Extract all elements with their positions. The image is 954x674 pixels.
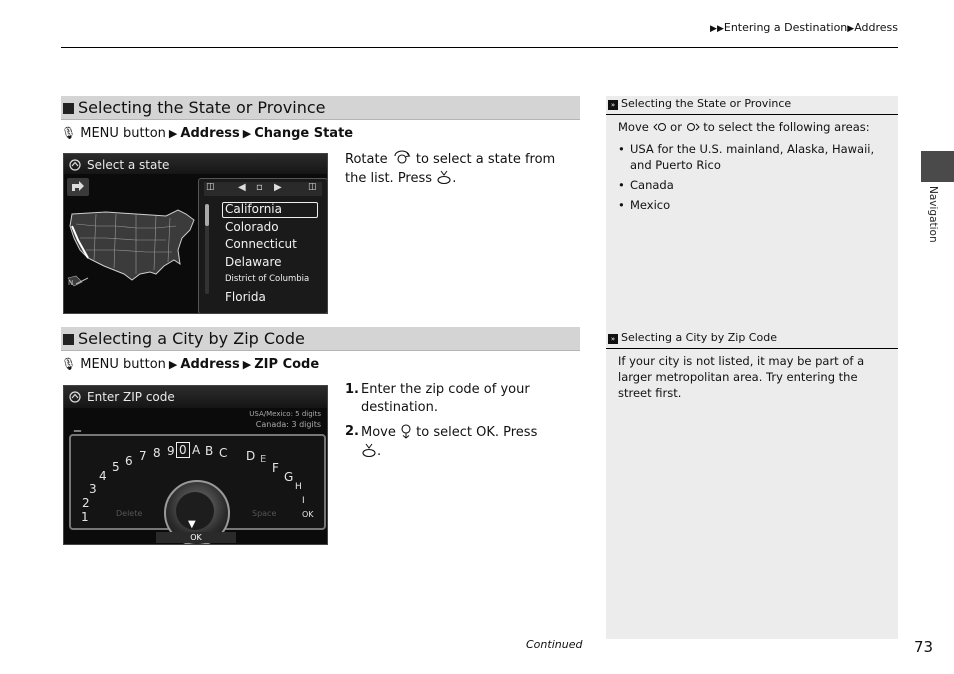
svg-text:N: N <box>68 279 74 287</box>
space-label[interactable]: Space <box>252 509 277 518</box>
select-state-screen <box>63 153 328 314</box>
note-body: If your city is not listed, it may be part of a larger metropolitan area. Try entering the street first. <box>618 354 865 400</box>
interface-dial-move-icon <box>400 423 412 439</box>
ok-button[interactable]: OK <box>156 532 236 543</box>
instruction-text: Rotate to select a state from the list. Press . <box>345 149 575 188</box>
interface-dial-rotate-icon <box>392 149 412 165</box>
region-selector[interactable] <box>204 182 322 196</box>
note-heading: » Selecting the State or Province <box>606 97 898 110</box>
list-item: • USA for the U.S. mainland, Alaska, Hawaii, and Puerto Rico <box>618 141 886 173</box>
delete-label[interactable]: Delete <box>116 509 143 518</box>
dial-char[interactable]: B <box>205 444 214 458</box>
menu-path: 🎙 MENU button ▶ Address ▶ Change State <box>61 126 354 141</box>
region-right-icon: ◫ <box>308 182 317 192</box>
interface-dial-press-icon <box>436 169 452 185</box>
note <box>606 331 898 401</box>
dial-char-selected[interactable]: 0 <box>176 442 190 458</box>
microphone-icon: 🎙 <box>61 126 77 140</box>
list-item[interactable]: District of Columbia <box>225 274 310 284</box>
list-item[interactable]: Delaware <box>225 255 282 269</box>
list-item: • Canada <box>618 177 886 193</box>
list-item[interactable]: California <box>225 202 282 216</box>
list-item[interactable]: Colorado <box>225 220 279 234</box>
back-icon[interactable] <box>67 178 89 196</box>
reference-icon: » <box>608 100 618 110</box>
interface-dial-press-icon <box>361 442 377 458</box>
dial-char[interactable]: C <box>219 446 228 460</box>
home-icon <box>69 159 81 171</box>
note <box>606 97 898 213</box>
dial-char[interactable]: 2 <box>82 496 90 510</box>
dial-move-left-icon <box>653 122 667 132</box>
dial-move-right-icon <box>686 122 700 132</box>
dial-char[interactable]: 5 <box>112 460 120 474</box>
step: 2. Move to select OK. Press . <box>345 424 538 459</box>
section-heading: Selecting the State or Province <box>61 96 580 120</box>
continued-label: Continued <box>526 638 583 651</box>
dial-char[interactable]: E <box>260 454 267 465</box>
breadcrumb <box>710 21 898 34</box>
dial-char[interactable]: I <box>302 496 305 506</box>
zip-hint-canada: Canada: 3 digits <box>255 420 321 429</box>
square-bullet-icon <box>63 334 74 345</box>
step: 1. Enter the zip code of your destination. <box>345 382 530 415</box>
dial-char[interactable]: 3 <box>89 482 97 496</box>
reference-icon: » <box>608 334 618 344</box>
header-rule <box>61 47 898 48</box>
step-list <box>345 381 555 461</box>
home-icon <box>69 391 81 403</box>
arrow-right-icon[interactable]: ▶ <box>274 182 282 193</box>
arrow-icon: ▶ <box>847 24 855 34</box>
breadcrumb-item: Address <box>854 21 898 34</box>
dial-char-ok[interactable]: OK <box>302 510 314 519</box>
enter-zip-screen <box>63 385 328 545</box>
region-left-icon: ◫ <box>206 182 215 192</box>
list-item[interactable]: Connecticut <box>225 237 297 251</box>
caret-down-icon: ▼ <box>188 519 196 530</box>
note-heading: » Selecting a City by Zip Code <box>606 331 898 344</box>
flag-icon: ▫ <box>256 182 263 193</box>
dial-char[interactable]: A <box>192 443 201 457</box>
list-item: • Mexico <box>618 197 886 213</box>
microphone-icon: 🎙 <box>61 357 77 371</box>
arrow-icon: ▶ <box>168 358 178 371</box>
arrow-icon: ▶ <box>168 127 178 140</box>
section-heading: Selecting a City by Zip Code <box>61 327 580 351</box>
double-arrow-icon: ▶▶ <box>710 24 724 34</box>
page-number: 73 <box>914 638 934 656</box>
list-scrollbar[interactable] <box>205 204 209 294</box>
breadcrumb-item: Entering a Destination <box>723 21 848 34</box>
note-body: Move or to select the following areas: • USA for the U.S. mainland, Alaska, Hawaii, and Puerto Rico • Canada • Mexico <box>606 115 898 213</box>
zip-hint-usa: USA/Mexico: 5 digits <box>249 410 321 418</box>
dial-char[interactable]: 6 <box>125 454 133 468</box>
dial-char[interactable]: 8 <box>153 446 161 460</box>
dial-char[interactable]: 4 <box>99 469 107 483</box>
square-bullet-icon <box>63 103 74 114</box>
compass-icon <box>68 275 90 289</box>
zip-input-cursor[interactable]: _ <box>74 416 81 432</box>
list-item[interactable]: Florida <box>225 290 266 304</box>
dial-char[interactable]: H <box>295 482 302 492</box>
menu-path: 🎙 MENU button ▶ Address ▶ ZIP Code <box>61 357 320 372</box>
section-tab-label: Navigation <box>927 186 939 243</box>
dial-char[interactable]: G <box>284 470 294 484</box>
arrow-icon: ▶ <box>242 127 252 140</box>
dial-char[interactable]: D <box>246 449 256 463</box>
dial-char[interactable]: 9 <box>167 444 175 458</box>
screen-title: Select a state <box>87 158 170 172</box>
arrow-left-icon[interactable]: ◀ <box>238 182 246 193</box>
screen-title: Enter ZIP code <box>87 390 175 404</box>
dial-char[interactable]: F <box>272 461 279 475</box>
dial-char[interactable]: 7 <box>139 449 147 463</box>
dial-char[interactable]: 1 <box>81 510 89 524</box>
area-list <box>618 141 886 213</box>
section-tab <box>921 151 954 182</box>
arrow-icon: ▶ <box>242 358 252 371</box>
